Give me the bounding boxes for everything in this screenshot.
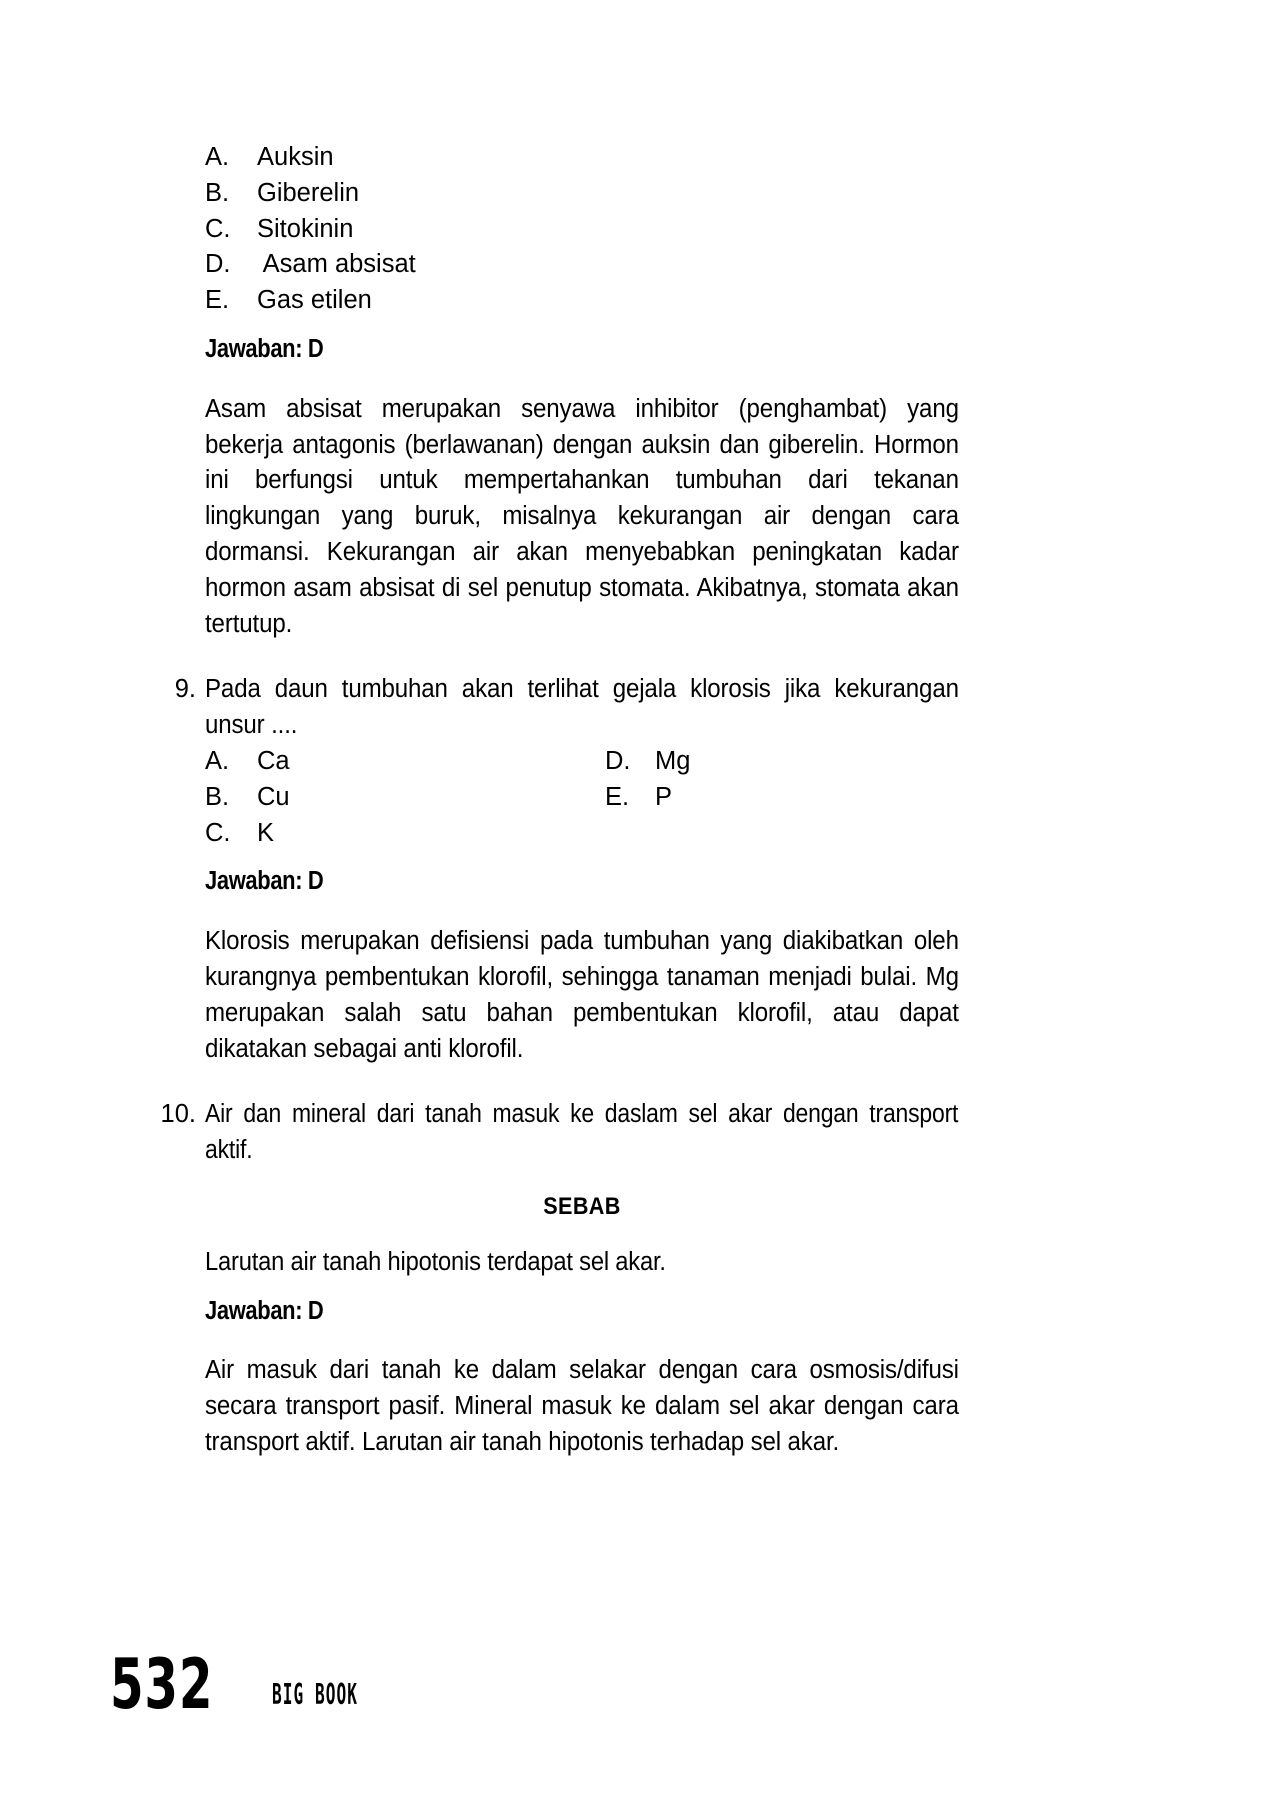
options-column-left [205,744,605,851]
option-letter: E. [605,782,630,811]
option-row [605,780,945,816]
option-text: Asam absisat [257,250,416,279]
option-letter: A. [205,746,230,775]
option-row [205,780,605,816]
question-statement: Air dan mineral dari tanah masuk ke daslam sel akar dengan transport aktif. [205,1100,959,1165]
option-row [605,744,945,780]
question-number: 9. [174,675,196,704]
page-footer [110,1643,395,1725]
brand-logo: BIG BOOK [272,1678,359,1712]
question-10-reason: Larutan air tanah hipotonis terdapat sel akar. [205,1247,666,1276]
explanation-8: Asam absisat merupakan senyawa inhibitor (penghambat) yang bekerja antagonis (berlawanan) dengan auksin dan giberelin. Hormon ini berfungsi untuk mempertahankan tumbuhan dari tekanan lingkungan yang buruk, misalnya kekurangan air dengan cara dormansi. Kekurangan air akan menyebabkan peningkatan kadar hormon asam absisat di sel penutup stomata. Akibatnya, stomata akan tertutup. [205,394,959,638]
sebab-connector: SEBAB [543,1192,621,1220]
option-row [205,283,959,319]
option-row [205,816,605,852]
question-prompt: Pada daun tumbuhan akan terlihat gejala klorosis jika kekurangan unsur .... [205,675,959,740]
option-letter: C. [205,214,231,243]
question-9 [174,672,959,744]
explanation-10: Air masuk dari tanah ke dalam selakar dengan cara osmosis/difusi secara transport pasif. Mineral masuk ke dalam sel akar dengan cara transport aktif. Larutan air tanah hipotonis terhadap sel akar. [205,1356,959,1456]
option-letter: E. [205,286,230,315]
option-text: Auksin [257,143,334,171]
option-letter: C. [205,818,231,847]
question-9-options [205,744,959,851]
option-letter: D. [205,250,231,279]
option-row [205,140,959,176]
option-text: Cu [257,782,290,811]
answer-label-8: Jawaban: D [205,334,324,363]
option-text: Mg [655,746,691,775]
option-text: P [655,782,673,811]
question-10 [160,1097,959,1169]
option-text: Gas etilen [257,286,372,315]
option-row [205,212,959,248]
page-content [160,140,959,1461]
option-letter: D. [605,746,631,775]
option-row [205,176,959,212]
option-letter: A. [205,143,230,171]
answer-label-10: Jawaban: D [205,1296,324,1325]
option-letter: B. [205,178,230,207]
option-text: K [257,818,275,847]
question-8-options [205,140,959,319]
option-row [205,744,605,780]
option-text: Giberelin [257,178,360,207]
page-number: 532 [110,1643,214,1725]
option-text: Sitokinin [257,214,354,243]
option-row [205,247,959,283]
options-column-right [605,744,945,816]
question-number: 10. [160,1100,196,1129]
option-letter: B. [205,782,230,811]
explanation-9: Klorosis merupakan defisiensi pada tumbuhan yang diakibatkan oleh kurangnya pembentukan klorofil, sehingga tanaman menjadi bulai. Mg merupakan salah satu bahan pembentukan klorofil, atau dapat dikatakan sebagai anti klorofil. [205,927,959,1063]
option-text: Ca [257,746,290,775]
answer-label-9: Jawaban: D [205,867,324,896]
